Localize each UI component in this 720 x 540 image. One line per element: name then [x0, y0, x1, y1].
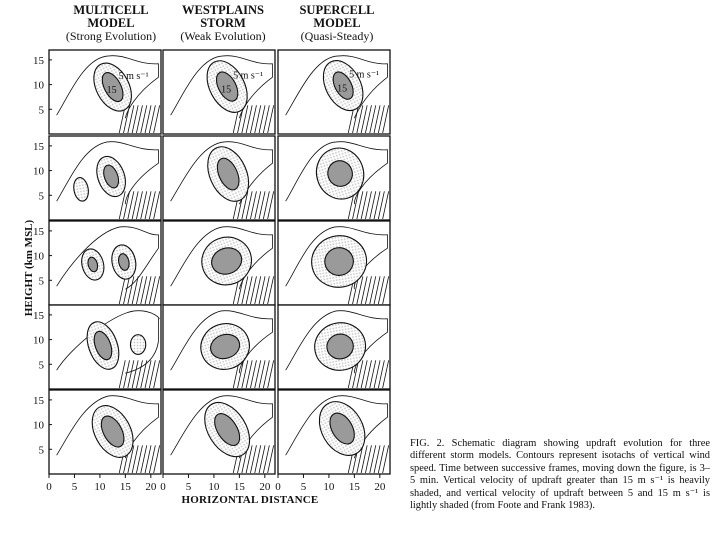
y-tick-label: 10 — [33, 419, 44, 432]
x-tick-label: 10 — [323, 481, 335, 493]
column-title-line2: MODEL — [87, 16, 135, 30]
y-tick-label: 15 — [33, 140, 44, 153]
x-tick-label: 15 — [119, 481, 131, 493]
column-subtitle: (Strong Evolution) — [65, 29, 157, 43]
contour-label-inner: 15 — [106, 85, 117, 97]
panel-col2-row1 — [163, 50, 275, 134]
y-tick-label: 15 — [33, 225, 44, 238]
panel-col1-row3 — [33, 221, 161, 305]
column-title-line1: SUPERCELL — [299, 3, 375, 17]
column-title-line1: WESTPLAINS — [182, 3, 264, 17]
x-tick-label: 5 — [300, 481, 307, 493]
x-tick-label: 20 — [259, 481, 271, 493]
panel-col2-row2 — [163, 136, 275, 220]
x-tick-label: 5 — [71, 481, 78, 493]
x-tick-label: 5 — [185, 481, 192, 493]
panel-col2-row5 — [160, 390, 275, 493]
contour-label-outer: 5 m s⁻¹ — [118, 71, 149, 83]
y-tick-label: 5 — [38, 444, 44, 457]
x-axis-label: HORIZONTAL DISTANCE — [181, 494, 319, 506]
panel-col1-row1 — [33, 50, 161, 134]
y-tick-label: 15 — [33, 394, 44, 407]
panel-col1-row4 — [33, 305, 161, 389]
column-subtitle: (Weak Evolution) — [180, 29, 266, 43]
y-tick-label: 10 — [33, 250, 44, 263]
updraft-5ms-contour — [130, 335, 145, 355]
x-tick-label: 0 — [160, 481, 166, 493]
panel-col2-row3 — [163, 221, 275, 305]
contour-label-outer: 5 m s⁻¹ — [233, 70, 264, 82]
y-tick-label: 5 — [38, 104, 44, 117]
x-tick-label: 20 — [145, 481, 157, 493]
x-tick-label: 10 — [94, 481, 106, 493]
x-tick-label: 15 — [233, 481, 245, 493]
x-tick-label: 0 — [46, 481, 52, 493]
x-tick-label: 20 — [374, 481, 386, 493]
contour-label-inner: 15 — [221, 84, 232, 96]
panel-col2-row4 — [163, 305, 275, 389]
contour-label-outer: 5 m s⁻¹ — [349, 69, 380, 81]
panel-col1-row5 — [33, 390, 161, 493]
y-tick-label: 5 — [38, 359, 44, 372]
y-axis-label: HEIGHT (km MSL) — [23, 219, 35, 317]
y-tick-label: 5 — [38, 275, 44, 288]
y-tick-label: 10 — [33, 79, 44, 92]
column-title-line2: MODEL — [313, 16, 361, 30]
column-subtitle: (Quasi-Steady) — [300, 29, 374, 43]
panel-col3-row1 — [278, 50, 390, 134]
panel-col3-row2 — [278, 136, 390, 220]
y-tick-label: 15 — [33, 309, 44, 322]
contour-label-inner: 15 — [337, 83, 348, 95]
figure-caption: FIG. 2. Schematic diagram showing updraft evolution for three different storm models. Contours represent isotachs of vertical wind speed. Time between successive frames, moving down the figure, is 3–5 min. Vertical velocity of updraft greater than 15 m s⁻¹ is heavily shaded, and vertical velocity of updraft between 5 and 15 m s⁻¹ is lightly shaded (from Foote and Frank 1983). — [410, 438, 710, 512]
x-tick-label: 10 — [208, 481, 220, 493]
y-tick-label: 15 — [33, 54, 44, 67]
column-title-line1: MULTICELL — [73, 3, 149, 17]
panel-col3-row4 — [278, 305, 390, 389]
y-tick-label: 10 — [33, 165, 44, 178]
panel-col3-row3 — [278, 221, 390, 305]
x-tick-label: 0 — [275, 481, 281, 493]
x-tick-label: 15 — [348, 481, 360, 493]
column-title-line2: STORM — [200, 16, 246, 30]
y-tick-label: 10 — [33, 334, 44, 347]
panel-col1-row2 — [33, 136, 161, 220]
y-tick-label: 5 — [38, 190, 44, 203]
panel-col3-row5 — [275, 390, 390, 493]
